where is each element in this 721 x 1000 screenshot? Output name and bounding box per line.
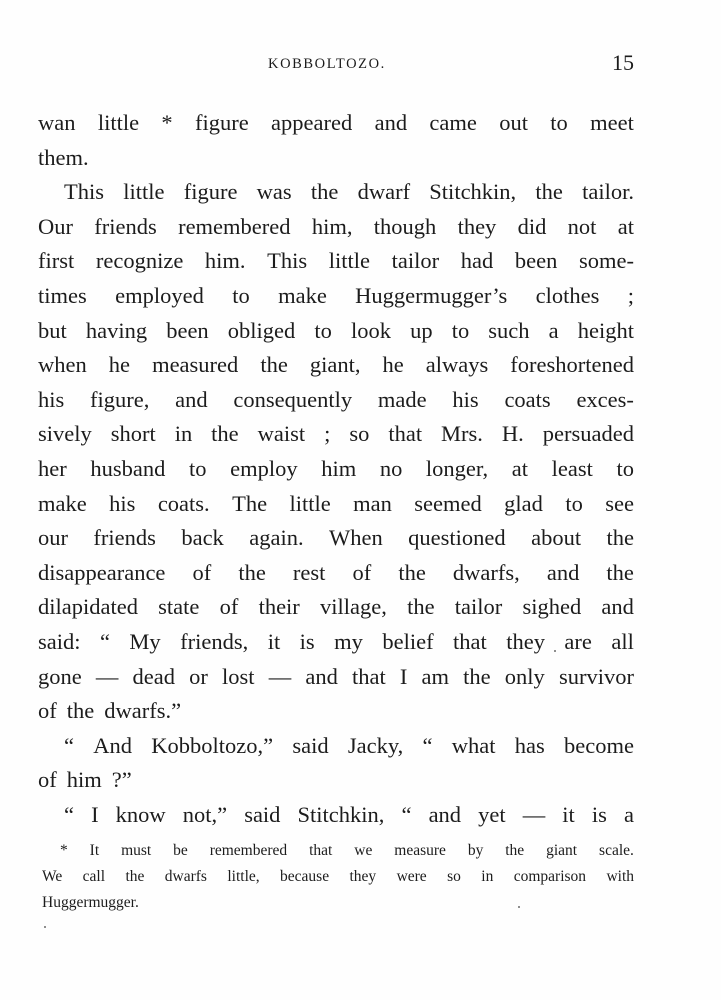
text-line: first recognize him. This little tailor had been some-: [38, 248, 634, 274]
text-line: when he measured the giant, he always foreshortened: [38, 352, 634, 378]
body-text: [38, 106, 634, 832]
text-line: his figure, and consequently made his coats exces-: [38, 386, 634, 412]
text-line: times employed to make Huggermugger’s clothes ;: [38, 282, 634, 308]
footnote: [42, 838, 634, 916]
text-line: of him ?”: [38, 767, 132, 793]
footnote-line: We call the dwarfs little, because they were so in comparison with: [42, 868, 634, 885]
text-line: but having been obliged to look up to such a height: [38, 317, 634, 343]
text-line: “ I know not,” said Stitchkin, “ and yet — it is a: [64, 801, 634, 827]
text-line: her husband to employ him no longer, at least to: [38, 455, 634, 481]
text-line: of the dwarfs.”: [38, 698, 182, 724]
text-line: This little figure was the dwarf Stitchkin, the tailor.: [64, 179, 634, 205]
print-speck: [518, 906, 520, 908]
page-number: 15: [612, 50, 634, 75]
text-line: them.: [38, 144, 89, 170]
text-line: dilapidated state of their village, the tailor sighed and: [38, 594, 634, 620]
text-line: disappearance of the rest of the dwarfs, and the: [38, 559, 634, 585]
text-line: gone — dead or lost — and that I am the only survivor: [38, 663, 634, 689]
text-line: sively short in the waist ; so that Mrs. H. persuaded: [38, 421, 634, 447]
text-line: our friends back again. When questioned about the: [38, 525, 634, 551]
text-line: Our friends remembered him, though they did not at: [38, 213, 634, 239]
text-line: said: “ My friends, it is my belief that they are all: [38, 628, 634, 654]
footnote-line: * It must be remembered that we measure by the giant scale.: [60, 842, 634, 859]
footnote-line: Huggermugger.: [42, 894, 139, 911]
running-head: [0, 52, 721, 76]
text-line: wan little * figure appeared and came out to meet: [38, 110, 634, 135]
print-speck: [554, 650, 556, 652]
print-speck: [44, 926, 46, 928]
running-title: KOBBOLTOZO.: [268, 56, 386, 72]
text-line: make his coats. The little man seemed glad to see: [38, 490, 634, 516]
text-line: “ And Kobboltozo,” said Jacky, “ what has become: [64, 732, 634, 758]
